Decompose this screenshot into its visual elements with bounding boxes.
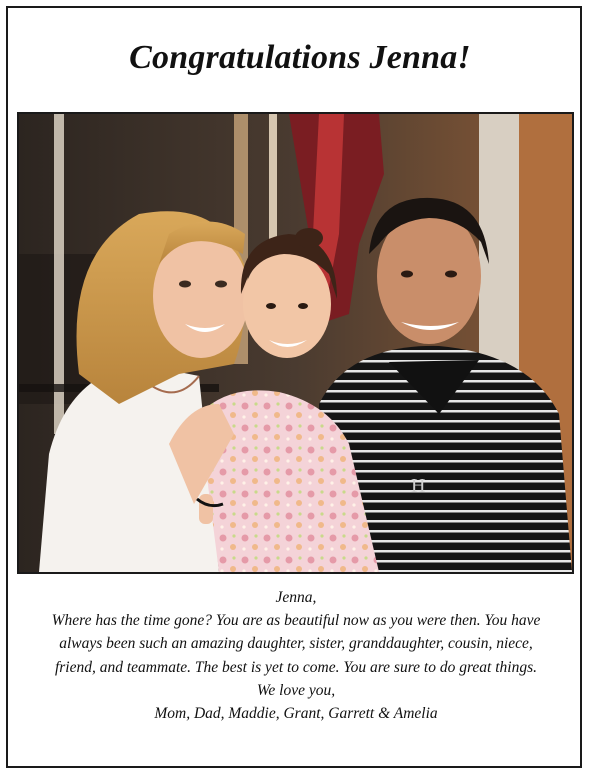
shirt-logo: H [411,475,426,497]
message-greeting: Jenna, [275,589,317,606]
message-line: Where has the time gone? You are as beautiful now as you were then. You have [51,612,541,630]
message-line: always been such an amazing daughter, sister, granddaughter, cousin, niece, [59,635,533,653]
message-closing: We love you, [256,681,336,699]
message [10,586,582,725]
message-signature: Mom, Dad, Maddie, Grant, Garrett & Amelia [154,705,438,723]
message-line: friend, and teammate. The best is yet to come. You are sure to do great things. [54,658,538,676]
family-photo [17,112,574,574]
headline: Congratulations Jenna! [129,39,471,76]
